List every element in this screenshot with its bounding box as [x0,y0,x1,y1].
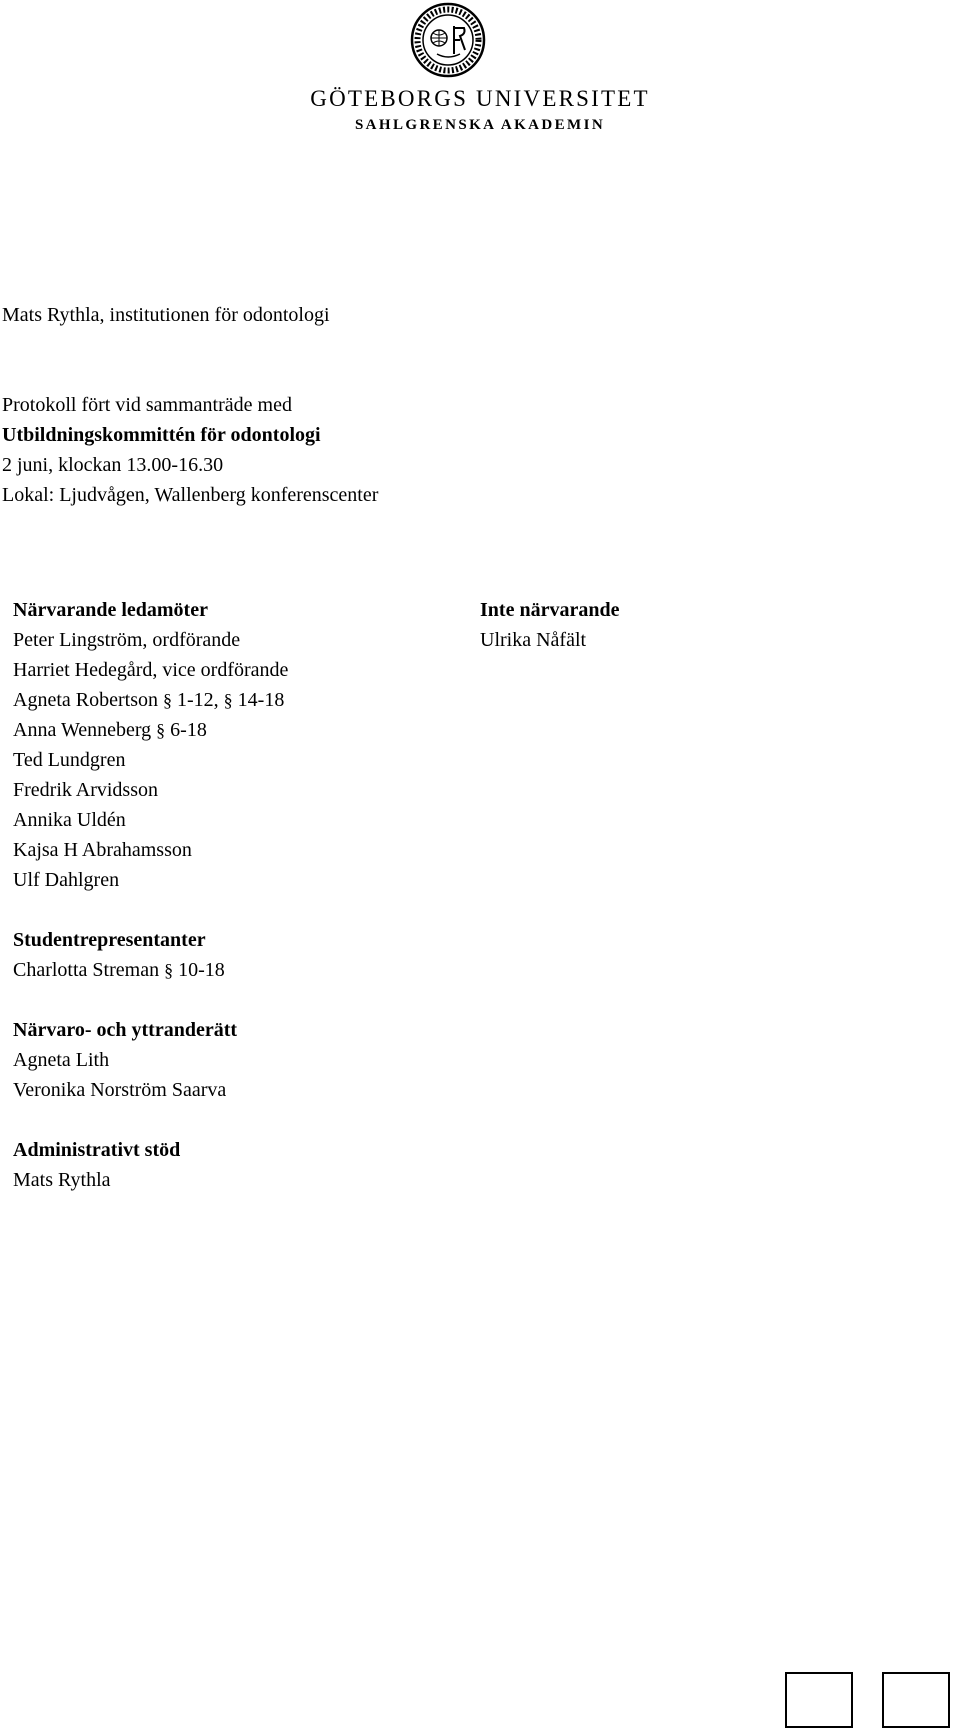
paragraph-range: 10-18 [178,959,225,981]
list-item: Veronika Norström Saarva [13,1079,227,1101]
member-name: Agneta Robertson [13,689,163,711]
signature-box [785,1672,853,1728]
author-line: Mats Rythla, institutionen för odontologi [2,304,330,326]
attendance-right-column [480,595,619,655]
member-name: Anna Wenneberg [13,719,157,741]
list-item: Ulrika Nåfält [480,629,587,651]
list-item: Harriet Hedegård, vice ordförande [13,659,289,681]
admin-support-heading: Administrativt stöd [13,1139,181,1161]
list-item [13,685,288,715]
list-item: Ted Lundgren [13,749,126,771]
students-heading: Studentrepresentanter [13,929,206,951]
list-item: Annika Uldén [13,809,126,831]
meeting-date-time: 2 juni, klockan 13.00-16.30 [2,454,224,476]
list-item: Fredrik Arvidsson [13,779,158,801]
list-item: Mats Rythla [13,1169,111,1191]
paragraph-range: 6-18 [170,719,207,741]
committee-name: Utbildningskommittén för odontologi [2,424,321,446]
university-logo [0,0,960,140]
meeting-location: Lokal: Ljudvågen, Wallenberg konferenscenter [2,484,379,506]
list-item: Kajsa H Abrahamsson [13,839,192,861]
present-members-heading: Närvarande ledamöter [13,599,208,621]
paragraph-range: 14-18 [237,689,285,711]
section-symbol: § [164,960,174,980]
paragraph-range: 1-12, [176,689,219,711]
list-item: Agneta Lith [13,1049,110,1071]
signature-box [882,1672,950,1728]
list-item: Peter Lingström, ordförande [13,629,241,651]
list-item: Ulf Dahlgren [13,869,120,891]
list-item [13,955,288,985]
attendance-left-column [13,595,288,1195]
section-symbol: § [156,720,166,740]
student-name: Charlotta Streman [13,959,165,981]
protocol-intro: Protokoll fört vid sammanträde med [2,394,292,416]
section-symbol: § [162,690,172,710]
not-present-heading: Inte närvarande [480,599,620,621]
faculty-name: SAHLGRENSKA AKADEMIN [354,117,606,133]
university-seal-icon [410,2,486,78]
list-item [13,715,288,745]
section-symbol: § [223,690,233,710]
speaking-rights-heading: Närvaro- och yttranderätt [13,1019,238,1041]
university-name: GÖTEBORGS UNIVERSITET [310,86,650,111]
